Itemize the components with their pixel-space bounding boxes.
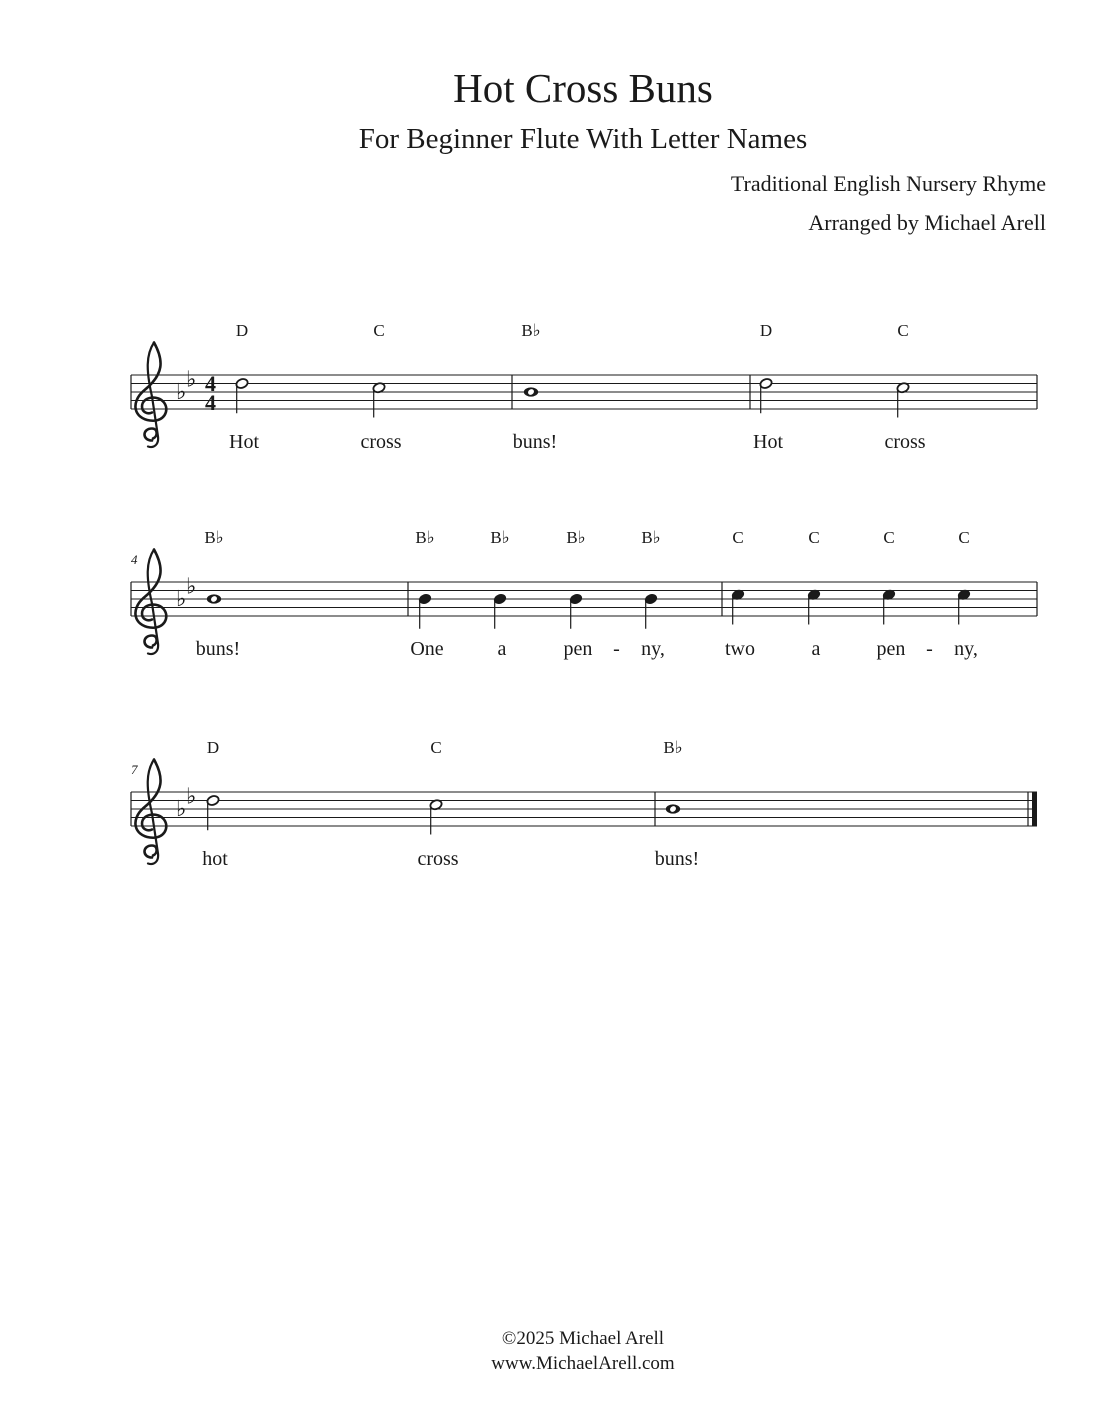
note-half [896, 382, 910, 418]
note-quarter [882, 589, 896, 625]
note-letter-label: B♭ [521, 321, 541, 340]
lyric-syllable: buns! [195, 638, 241, 660]
lyric-syllable: cross [360, 431, 402, 453]
song-subtitle: For Beginner Flute With Letter Names [358, 123, 808, 155]
treble-clef-icon [135, 760, 166, 865]
measure-number: 4 [131, 552, 138, 567]
note-letter-label: C [897, 321, 909, 340]
copyright-notice: ©2025 Michael Arell [501, 1328, 665, 1349]
note-letter-label: C [883, 528, 895, 547]
website-link[interactable]: www.MichaelArell.com [491, 1353, 675, 1374]
staff-system [131, 528, 1037, 660]
note-whole [207, 594, 221, 603]
note-letter-label: C [808, 528, 820, 547]
lyric-syllable: a [497, 638, 507, 660]
staff-system [131, 738, 1037, 870]
treble-clef-icon [135, 550, 166, 655]
lyric-syllable: hot [202, 848, 228, 870]
lyric-hyphen: - [613, 638, 620, 660]
note-quarter [644, 593, 658, 629]
key-flat-icon: ♭ [186, 573, 197, 599]
final-barline [1032, 792, 1037, 826]
note-quarter [493, 593, 507, 629]
note-letter-label: C [430, 738, 442, 757]
staff-system [131, 321, 1037, 453]
note-half [235, 377, 249, 413]
note-whole [666, 804, 680, 813]
note-quarter [418, 593, 432, 629]
song-title: Hot Cross Buns [453, 65, 713, 111]
key-flat-icon: ♭ [176, 586, 187, 611]
note-letter-label: D [235, 321, 249, 340]
treble-clef-icon [135, 343, 166, 448]
lyric-syllable: ny, [641, 638, 665, 660]
lyric-syllable: Hot [753, 431, 783, 453]
composer-credit: Traditional English Nursery Rhyme [730, 171, 1046, 196]
note-quarter [807, 589, 821, 625]
note-letter-label: C [373, 321, 385, 340]
lyric-syllable: cross [884, 431, 926, 453]
lyric-syllable: pen [563, 638, 593, 660]
note-letter-label: D [759, 321, 773, 340]
note-half [372, 382, 386, 418]
note-half [759, 377, 773, 413]
note-letter-label: C [958, 528, 970, 547]
note-letter-label: B♭ [490, 528, 510, 547]
key-flat-icon: ♭ [176, 379, 187, 404]
note-quarter [731, 589, 745, 625]
key-flat-icon: ♭ [186, 783, 197, 809]
lyric-syllable: cross [417, 848, 459, 870]
lyric-syllable: two [725, 638, 755, 660]
note-whole [524, 387, 538, 396]
note-half [429, 799, 443, 835]
measure-number: 7 [131, 762, 138, 777]
lyric-hyphen: - [926, 638, 933, 660]
note-quarter [957, 589, 971, 625]
note-letter-label: B♭ [641, 528, 661, 547]
time-signature-bottom: 4 [205, 390, 216, 415]
lyric-syllable: One [410, 638, 444, 660]
key-flat-icon: ♭ [176, 796, 187, 821]
note-half [206, 794, 220, 830]
lyric-syllable: buns! [512, 431, 558, 453]
lyric-syllable: a [811, 638, 821, 660]
note-quarter [569, 593, 583, 629]
lyric-syllable: pen [876, 638, 906, 660]
note-letter-label: B♭ [204, 528, 224, 547]
key-flat-icon: ♭ [186, 366, 197, 392]
note-letter-label: B♭ [566, 528, 586, 547]
lyric-syllable: ny, [954, 638, 978, 660]
lyric-syllable: Hot [229, 431, 259, 453]
note-letter-label: B♭ [415, 528, 435, 547]
note-letter-label: B♭ [663, 738, 683, 757]
time-signature-top: 4 [205, 371, 216, 396]
arranger-credit: Arranged by Michael Arell [808, 210, 1046, 235]
lyric-syllable: buns! [654, 848, 700, 870]
note-letter-label: C [732, 528, 744, 547]
note-letter-label: D [206, 738, 220, 757]
